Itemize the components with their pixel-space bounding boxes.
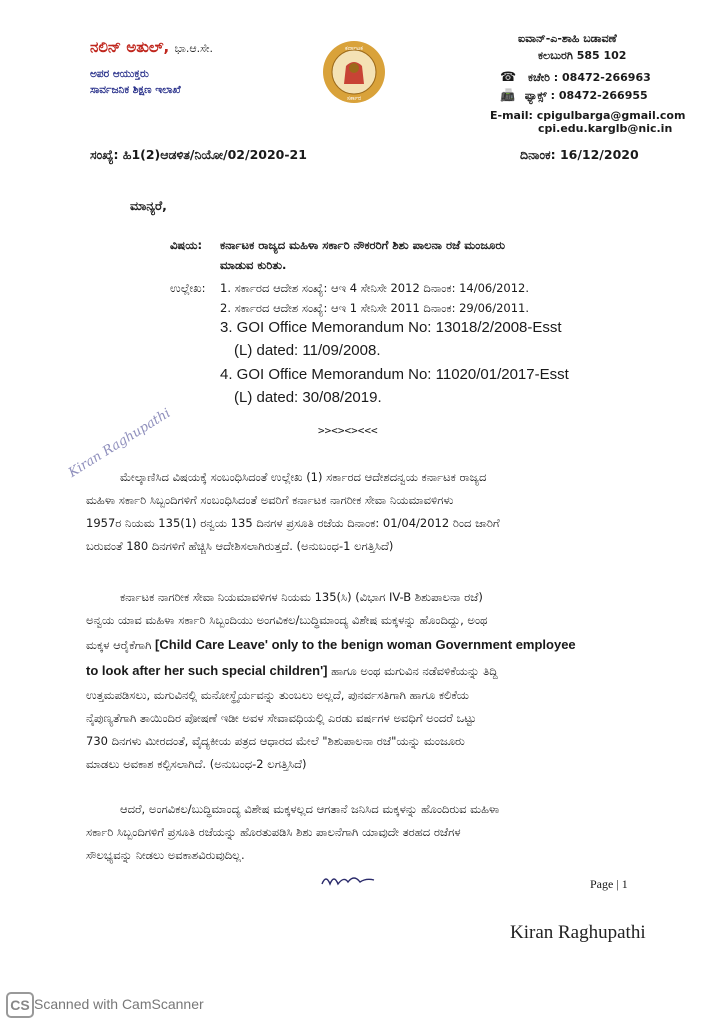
subject-line-1: ಕರ್ನಾಟಕ ರಾಜ್ಯದ ಮಹಿಳಾ ಸರ್ಕಾರಿ ನೌಕರರಿಗೆ ಶಿಶು ಪಾಲನಾ ರಜೆ ಮಂಜೂರು (220, 238, 506, 252)
officer-name (90, 38, 213, 56)
p2-line-4-kn: ಹಾಗೂ ಅಂಥ ಮಗುವಿನ ನಡೆವಳಿಕೆಯನ್ನು ತಿದ್ದಿ (331, 664, 498, 678)
address-line-2: ಕಲಬುರಗಿ 585 102 (538, 49, 627, 62)
references-label: ಉಲ್ಲೇಖ: (170, 281, 206, 295)
page-number: Page | 1 (590, 877, 628, 891)
salutation: ಮಾನ್ಯರೆ, (130, 198, 167, 213)
p1-line-4: ಬರುವಂತೆ 180 ದಿನಗಳಿಗೆ ಹೆಚ್ಚಿಸಿ ಆದೇಶಿಸಲಾಗಿರುತ್ತದೆ. (ಅನುಬಂಧ-1 ಲಗತ್ತಿಸಿದೆ) (86, 539, 394, 553)
phone-icon: ☎ (500, 70, 517, 85)
p2-line-3-en: [Child Care Leave' only to the benign woman Government employee (155, 637, 576, 652)
officer-department: ಸಾರ್ವಜನಿಕ ಶಿಕ್ಷಣ ಇಲಾಖೆ (90, 84, 181, 96)
p1-line-1: ಮೇಲ್ಕಾಣಿಸಿದ ವಿಷಯಕ್ಕೆ ಸಂಬಂಧಿಸಿದಂತೆ ಉಲ್ಲೇಖ (1) ಸರ್ಕಾರದ ಆದೇಶದನ್ವಯ ಕರ್ನಾಟಕ ರಾಜ್ಯದ (120, 470, 487, 484)
p3-line-2: ಸರ್ಕಾರಿ ಸಿಬ್ಬಂದಿಗಳಿಗೆ ಪ್ರಸೂತಿ ರಜೆಯನ್ನು ಹೊರತುಪಡಿಸಿ ಶಿಶು ಪಾಲನೆಗಾಗಿ ಯಾವುದೇ ತರಹದ ರಜೆಗಳ (86, 825, 461, 839)
p2-line-1: ಕರ್ನಾಟಕ ನಾಗರೀಕ ಸೇವಾ ನಿಯಮಾವಳಿಗಳ ನಿಯಮ 135(ಸಿ) (ವಿಭಾಗ IV-B ಶಿಶುಪಾಲನಾ ರಜೆ) (120, 590, 483, 604)
p1-line-3: 1957ರ ನಿಯಮ 135(1) ರನ್ವಯ 135 ದಿನಗಳ ಪ್ರಸೂತಿ ರಜೆಯ ದಿನಾಂಕ: 01/04/2012 ರಿಂದ ಜಾರಿಗೆ (86, 516, 500, 530)
reference-1: 1. ಸರ್ಕಾರದ ಆದೇಶ ಸಂಖ್ಯೆ: ಆಇ 4 ಸೇನಿಸೇ 2012 ದಿನಾಂಕ: 14/06/2012. (220, 281, 530, 295)
reference-4b: (L) dated: 30/08/2019. (234, 389, 382, 406)
p2-line-5: ಉತ್ತಮಪಡಿಸಲು, ಮಗುವಿನಲ್ಲಿ ಮನೋಸ್ಥೈರ್ಯವನ್ನು ತುಂಬಲು ಅಲ್ಲದೆ, ಪುನರ್ವಸತಿಗಾಗಿ ಹಾಗೂ ಕಲಿಕೆಯ (86, 688, 469, 702)
scanner-watermark: Scanned with CamScanner (34, 996, 204, 1012)
officer-degree: ಭಾ.ಆ.ಸೇ. (174, 42, 214, 55)
footer-author: Kiran Raghupathi (510, 922, 646, 943)
paragraph-1 (86, 466, 646, 558)
paragraph-2 (86, 586, 656, 776)
office-phone-row (500, 70, 651, 85)
separator: >><><><<< (318, 424, 378, 437)
fax-label: ಫ್ಯಾಕ್ಸ್ (524, 89, 547, 102)
reference-3a: 3. GOI Office Memorandum No: 13018/2/2008-Esst (220, 319, 562, 336)
p2-line-3 (86, 632, 656, 658)
p1-line-2: ಮಹಿಳಾ ಸರ್ಕಾರಿ ಸಿಬ್ಬಂದಿಗಳಿಗೆ ಸಂಬಂಧಿಸಿದಂತೆ ಅವರಿಗೆ ಕರ್ನಾಟಕ ನಾಗರೀಕ ಸೇವಾ ನಿಯಮಾವಳಿಗಳು (86, 493, 454, 507)
p2-line-7: 730 ದಿನಗಳು ಮೀರದಂತೆ, ವೈದ್ಯಕೀಯ ಪತ್ರದ ಆಧಾರದ ಮೇಲೆ "ಶಿಶುಪಾಲನಾ ರಜೆ"ಯನ್ನು ಮಂಜೂರು (86, 734, 465, 748)
officer-title: ಅಪರ ಆಯುಕ್ತರು (90, 68, 149, 80)
reference-2: 2. ಸರ್ಕಾರದ ಆದೇಶ ಸಂಖ್ಯೆ: ಆಇ 1 ಸೇನಿಸೇ 2011 ದಿನಾಂಕ: 29/06/2011. (220, 301, 530, 315)
email-label: E-mail: (490, 109, 533, 122)
p2-line-4-en: to look after her such special children'] (86, 663, 328, 678)
subject-line-2: ಮಾಡುವ ಕುರಿತು. (220, 258, 287, 272)
p2-line-6: ನೈಪುಣ್ಯತೆಗಾಗಿ ತಾಯಿಂದಿರ ಪೋಷಣೆ ಇಡೀ ಅವಳ ಸೇವಾವಧಿಯಲ್ಲಿ ಎರಡು ವರ್ಷಗಳ ಅವಧಿಗೆ ಅಂದರೆ ಒಟ್ಟು (86, 711, 477, 725)
camscanner-logo-icon: CS (6, 992, 34, 1018)
karnataka-emblem-icon (322, 40, 386, 104)
email-2[interactable]: cpi.edu.karglb@nic.in (538, 122, 673, 135)
email-1[interactable]: cpigulbarga@gmail.com (536, 109, 686, 122)
initials-signature-icon (318, 870, 378, 892)
subject-label: ವಿಷಯ: (170, 238, 203, 252)
office-phone: : 08472-266963 (553, 71, 651, 84)
paragraph-3 (86, 798, 656, 867)
officer-name-text: ನಲಿನ್ ಅತುಲ್, (90, 38, 170, 56)
letter-date: ದಿನಾಂಕ: 16/12/2020 (520, 147, 639, 162)
email-row-1 (490, 109, 685, 122)
fax-phone: : 08472-266955 (550, 89, 648, 102)
p3-line-1: ಆದರೆ, ಅಂಗವಿಕಲ/ಬುದ್ಧಿಮಾಂದ್ಯ ವಿಶೇಷ ಮಕ್ಕಳಲ್ಲದ ಆಗತಾನೆ ಜನಿಸಿದ ಮಕ್ಕಳನ್ನು ಹೊಂದಿರುವ ಮಹಿಳಾ (120, 802, 500, 816)
p2-line-2: ಅನ್ವಯ ಯಾವ ಮಹಿಳಾ ಸರ್ಕಾರಿ ಸಿಬ್ಬಂದಿಯು ಅಂಗವಿಕಲ/ಬುದ್ಧಿಮಾಂದ್ಯ ವಿಶೇಷ ಮಕ್ಕಳನ್ನು ಹೊಂದಿದ್ದು, ಅಂಥ (86, 613, 488, 627)
p2-line-4 (86, 658, 656, 684)
handwritten-annotation: Kiran Raghupathi (66, 405, 174, 481)
p3-line-3: ಸೌಲಭ್ಯವನ್ನು ನೀಡಲು ಅವಕಾಶವಿರುವುದಿಲ್ಲ. (86, 848, 245, 862)
office-label: ಕಚೇರಿ (528, 71, 550, 84)
reference-3b: (L) dated: 11/09/2008. (234, 342, 381, 359)
p2-line-3-kn: ಮಕ್ಕಳ ಆರೈಕೆಗಾಗಿ (86, 638, 152, 652)
reference-number: ಸಂಖ್ಯೆ: ಹಿ1(2)ಆಡಳಿತ/ನಿಯೋ/02/2020-21 (90, 147, 307, 162)
emblem-bottom-text: ಸರ್ಕಾರ (346, 95, 362, 102)
fax-row (500, 88, 648, 103)
fax-icon: 📠 (500, 88, 515, 102)
p2-line-8: ಮಾಡಲು ಅವಕಾಶ ಕಲ್ಪಿಸಲಾಗಿದೆ. (ಅನುಬಂಧ-2 ಲಗತ್ತಿಸಿದೆ) (86, 757, 307, 771)
emblem-top-text: ಕರ್ನಾಟಕ (345, 45, 363, 52)
address-line-1: ಐವಾನ್-ಎ-ಶಾಹಿ ಬಡಾವಣೆ (518, 32, 617, 45)
reference-4a: 4. GOI Office Memorandum No: 11020/01/2017-Esst (220, 366, 569, 383)
